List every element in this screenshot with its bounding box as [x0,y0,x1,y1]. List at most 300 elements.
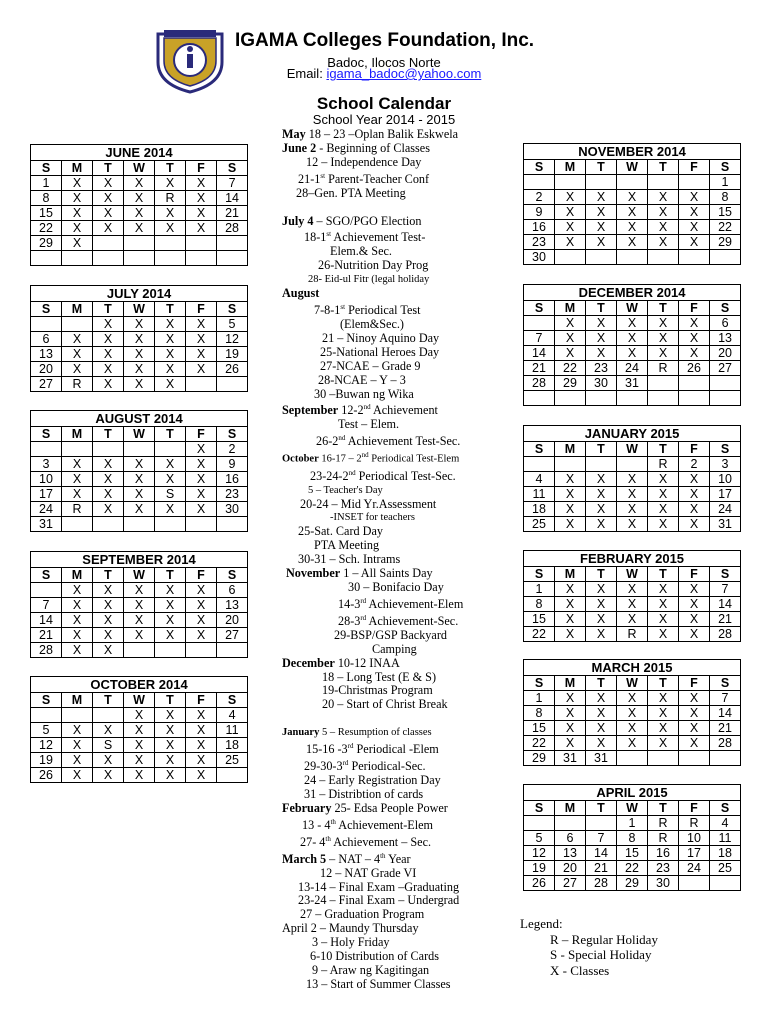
month-calendar-april-2015 [523,784,741,891]
day-cell: X [62,723,93,738]
week-row [524,250,741,265]
day-cell: X [124,502,155,517]
month-calendar-october-2014 [30,676,248,783]
week-row [31,613,248,628]
day-cell: X [648,205,679,220]
day-cell: X [617,346,648,361]
events-list [282,128,514,992]
day-cell: 4 [524,472,555,487]
day-cell [155,517,186,532]
day-cell: X [124,176,155,191]
event-line: Camping [372,641,417,656]
day-cell [93,251,124,266]
email-link[interactable]: igama_badoc@yahoo.com [326,66,482,81]
event-line: 25-National Heroes Day [320,344,440,359]
day-cell: 29 [555,376,586,391]
day-cell: 14 [217,191,248,206]
day-cell: 5 [31,723,62,738]
day-cell: 1 [710,175,741,190]
day-cell: 3 [31,457,62,472]
day-cell: R [62,377,93,392]
day-cell: X [648,691,679,706]
week-row [524,706,741,721]
day-cell: S [155,487,186,502]
day-cell [155,643,186,658]
week-row [31,377,248,392]
day-cell: X [155,317,186,332]
event-line: 6-10 Distribution of Cards [310,949,439,964]
event-line: 29-BSP/GSP Backyard [334,627,447,642]
day-cell [524,457,555,472]
event-line: 13 - 4th Achievement-Elem [302,817,434,832]
day-cell: 26 [679,361,710,376]
day-cell: 21 [586,861,617,876]
day-cell: 16 [217,472,248,487]
day-cell: 12 [524,846,555,861]
day-cell: 4 [217,708,248,723]
event-line [282,712,514,726]
day-of-week-header: M [62,302,93,317]
month-title: DECEMBER 2014 [524,285,741,301]
day-cell [524,175,555,190]
day-cell [31,708,62,723]
day-cell: 20 [555,861,586,876]
day-cell: X [586,517,617,532]
day-cell [155,251,186,266]
month-calendar-july-2014 [30,285,248,392]
event-line: 18 – Long Test (E & S) [322,669,437,684]
event-line: 25-Sat. Card Day [298,524,383,539]
day-cell: X [186,457,217,472]
day-cell: X [555,517,586,532]
day-cell: 7 [710,582,741,597]
day-cell: X [124,457,155,472]
day-cell: X [648,502,679,517]
day-cell: 19 [31,753,62,768]
day-cell: 10 [679,831,710,846]
day-cell: X [93,487,124,502]
event-line: March 5 – NAT – 4th Year [282,851,411,866]
event-line: 20-24 – Mid Yr.Assessment [300,496,437,511]
day-cell: X [124,708,155,723]
day-cell: X [617,190,648,205]
day-cell: 27 [31,377,62,392]
day-cell: X [93,176,124,191]
day-cell: 29 [31,236,62,251]
day-cell: X [124,738,155,753]
day-cell [710,876,741,891]
day-cell: 21 [524,361,555,376]
event-line: May 18 – 23 –Oplan Balik Eskwela [282,127,459,141]
day-cell: X [648,706,679,721]
event-line: 20 – Start of Christ Break [322,697,448,712]
week-row [524,361,741,376]
day-cell: 8 [31,191,62,206]
day-cell: X [155,362,186,377]
week-row [524,736,741,751]
organization-name: IGAMA Colleges Foundation, Inc. [235,30,535,51]
day-of-week-header: M [62,568,93,583]
day-of-week-header: T [648,801,679,816]
day-of-week-header: S [31,693,62,708]
day-cell [93,236,124,251]
day-cell: 13 [555,846,586,861]
day-cell [217,251,248,266]
day-cell [679,250,710,265]
day-cell: X [93,317,124,332]
day-of-week-header: M [62,161,93,176]
day-cell [679,751,710,766]
day-cell: X [124,221,155,236]
day-cell: 30 [586,376,617,391]
day-cell: 11 [710,831,741,846]
day-cell: 1 [617,816,648,831]
event-line: August [282,286,320,301]
day-cell: X [186,738,217,753]
day-of-week-header: W [617,801,648,816]
day-cell: X [555,346,586,361]
event-line: Elem.& Sec. [330,244,392,259]
day-of-week-header: F [186,693,217,708]
day-cell: X [186,317,217,332]
day-cell: X [679,597,710,612]
day-cell: 13 [710,331,741,346]
day-cell: X [555,582,586,597]
day-cell: X [648,346,679,361]
day-cell [586,816,617,831]
day-cell: X [586,205,617,220]
day-of-week-header: W [617,676,648,691]
day-of-week-header: T [93,693,124,708]
day-cell: 14 [524,346,555,361]
day-cell: 19 [524,861,555,876]
week-row [524,751,741,766]
day-cell [524,391,555,406]
day-cell: X [124,317,155,332]
day-cell: R [648,361,679,376]
page-title: School Calendar [316,94,452,113]
day-of-week-header: F [679,676,710,691]
day-of-week-header: F [679,567,710,582]
day-cell: X [186,768,217,783]
day-cell: X [155,613,186,628]
day-cell: 6 [555,831,586,846]
day-cell: R [648,457,679,472]
day-cell [710,751,741,766]
month-title: APRIL 2015 [524,785,741,801]
day-of-week-header: S [31,161,62,176]
day-of-week-header: S [524,160,555,175]
day-cell: X [679,190,710,205]
day-cell: X [555,235,586,250]
day-cell: X [93,643,124,658]
week-row [31,753,248,768]
day-cell: 7 [586,831,617,846]
day-cell: 15 [31,206,62,221]
day-cell: 20 [710,346,741,361]
day-cell: 3 [710,457,741,472]
legend [520,916,658,978]
day-cell: 28 [710,736,741,751]
day-cell: X [155,708,186,723]
week-row [31,176,248,191]
day-cell: X [586,627,617,642]
day-of-week-header: W [124,693,155,708]
day-cell: 24 [679,861,710,876]
day-cell: X [679,487,710,502]
day-cell [555,250,586,265]
day-cell [617,175,648,190]
day-cell [217,768,248,783]
day-cell: X [62,176,93,191]
day-of-week-header: M [555,676,586,691]
month-calendar-august-2014 [30,410,248,532]
week-row [524,346,741,361]
day-cell: X [648,736,679,751]
day-cell: 15 [524,612,555,627]
day-cell: X [586,721,617,736]
day-cell: X [586,612,617,627]
day-cell: 5 [217,317,248,332]
event-line: 3 – Holy Friday [312,935,390,950]
event-line: Test – Elem. [338,417,400,432]
week-row [31,723,248,738]
event-line: 27- 4th Achievement – Sec. [300,834,432,849]
day-cell: X [617,472,648,487]
day-cell: X [155,221,186,236]
day-cell: X [679,235,710,250]
day-of-week-header: F [679,301,710,316]
week-row [31,442,248,457]
day-of-week-header: T [648,301,679,316]
day-cell: 27 [217,628,248,643]
day-cell: 31 [31,517,62,532]
day-cell: X [586,502,617,517]
day-cell: X [555,502,586,517]
day-cell: 2 [679,457,710,472]
day-cell: 23 [648,861,679,876]
day-cell: X [186,753,217,768]
day-cell: 24 [617,361,648,376]
day-cell: X [648,190,679,205]
day-cell: X [679,582,710,597]
day-of-week-header: T [648,676,679,691]
month-calendar-june-2014 [30,144,248,266]
day-of-week-header: W [124,568,155,583]
day-cell [217,377,248,392]
day-cell: X [586,235,617,250]
day-of-week-header: F [679,801,710,816]
day-cell: X [93,347,124,362]
day-cell [586,175,617,190]
day-cell: X [617,220,648,235]
day-cell: X [186,708,217,723]
week-row [524,220,741,235]
day-cell: X [155,738,186,753]
day-cell [555,457,586,472]
day-cell [186,251,217,266]
day-cell: 7 [31,598,62,613]
day-of-week-header: S [31,568,62,583]
day-cell: X [93,723,124,738]
day-cell: 20 [31,362,62,377]
week-row [524,391,741,406]
week-row [31,472,248,487]
event-line: 30 – Bonifacio Day [348,579,444,594]
day-of-week-header: S [710,301,741,316]
day-cell: X [62,768,93,783]
day-cell: 18 [524,502,555,517]
day-cell [617,391,648,406]
day-cell: 26 [217,362,248,377]
day-of-week-header: T [586,567,617,582]
day-cell [679,876,710,891]
day-cell: 24 [31,502,62,517]
day-cell: X [186,723,217,738]
day-cell: X [155,583,186,598]
day-of-week-header: F [186,427,217,442]
day-cell: X [679,691,710,706]
day-cell: 8 [524,597,555,612]
day-cell: X [124,206,155,221]
day-cell: X [648,612,679,627]
day-cell: X [679,736,710,751]
day-cell: 31 [586,751,617,766]
event-line: September 12-2nd Achievement [282,403,438,418]
day-cell: 18 [217,738,248,753]
week-row [31,191,248,206]
day-cell: 17 [31,487,62,502]
day-cell: 16 [524,220,555,235]
event-line: 28-NCAE – Y – 3 [318,372,406,387]
day-cell: X [555,220,586,235]
event-line: 12 – Independence Day [306,154,422,169]
event-line: 13-14 – Final Exam –Graduating [298,879,460,894]
week-row [31,251,248,266]
day-cell: 17 [679,846,710,861]
day-cell: X [679,612,710,627]
month-title: AUGUST 2014 [31,411,248,427]
day-of-week-header: S [217,568,248,583]
day-cell [93,517,124,532]
day-cell: X [555,597,586,612]
day-cell: 6 [217,583,248,598]
day-cell: R [617,627,648,642]
week-row [524,846,741,861]
event-line: PTA Meeting [314,538,380,553]
day-cell: X [186,221,217,236]
day-of-week-header: S [217,161,248,176]
day-cell: X [586,597,617,612]
day-cell: X [155,598,186,613]
day-cell: 4 [710,816,741,831]
day-cell: X [124,768,155,783]
day-cell: X [186,598,217,613]
day-cell: X [186,583,217,598]
event-line: 30-31 – Sch. Intrams [298,552,401,567]
day-cell: 1 [31,176,62,191]
day-of-week-header: T [155,302,186,317]
week-row [31,206,248,221]
day-of-week-header: S [524,301,555,316]
month-calendar-march-2015 [523,659,741,766]
day-of-week-header: M [555,160,586,175]
day-cell: X [124,362,155,377]
day-cell: 19 [217,347,248,362]
event-line: January 5 – Resumption of classes [282,727,432,739]
week-row [31,347,248,362]
day-cell: X [62,613,93,628]
day-cell [648,376,679,391]
event-line: 23-24-2nd Periodical Test-Sec. [310,468,456,483]
day-cell: X [93,362,124,377]
month-calendar-january-2015 [523,425,741,532]
event-line: July 4 – SGO/PGO Election [282,213,422,228]
day-cell: X [124,487,155,502]
email-label: Email: [286,66,323,81]
day-cell: 29 [710,235,741,250]
week-row [524,627,741,642]
day-cell: 21 [710,612,741,627]
organization-email-line [0,66,768,81]
event-line: 27 – Graduation Program [300,907,425,922]
day-cell: X [124,613,155,628]
day-of-week-header: M [555,301,586,316]
day-cell: X [62,598,93,613]
day-of-week-header: M [62,693,93,708]
day-cell [124,643,155,658]
event-line: 28-3rd Achievement-Sec. [338,613,459,628]
day-of-week-header: T [648,160,679,175]
day-of-week-header: F [186,568,217,583]
day-cell: 12 [31,738,62,753]
day-cell: 30 [524,250,555,265]
day-of-week-header: T [586,160,617,175]
day-of-week-header: T [648,567,679,582]
day-of-week-header: W [124,161,155,176]
day-cell [648,391,679,406]
day-cell: X [586,190,617,205]
week-row [31,628,248,643]
day-cell [31,317,62,332]
day-cell: X [62,628,93,643]
day-cell: X [62,487,93,502]
day-cell [217,643,248,658]
day-of-week-header: S [710,676,741,691]
day-cell: X [93,472,124,487]
day-cell: X [124,723,155,738]
week-row [31,738,248,753]
day-of-week-header: S [524,442,555,457]
day-cell: 5 [524,831,555,846]
day-of-week-header: W [124,302,155,317]
event-line: 31 – Distribtion of cards [304,786,424,801]
day-of-week-header: T [93,161,124,176]
day-cell: 22 [524,627,555,642]
day-cell [586,250,617,265]
day-cell: X [679,205,710,220]
day-cell [648,751,679,766]
day-cell: 22 [555,361,586,376]
day-cell: X [62,236,93,251]
day-cell: X [648,627,679,642]
day-cell: X [93,221,124,236]
day-cell: X [586,736,617,751]
day-cell: 14 [586,846,617,861]
day-cell: X [62,221,93,236]
event-line: 26-2nd Achievement Test-Sec. [316,434,461,449]
day-cell: X [617,205,648,220]
